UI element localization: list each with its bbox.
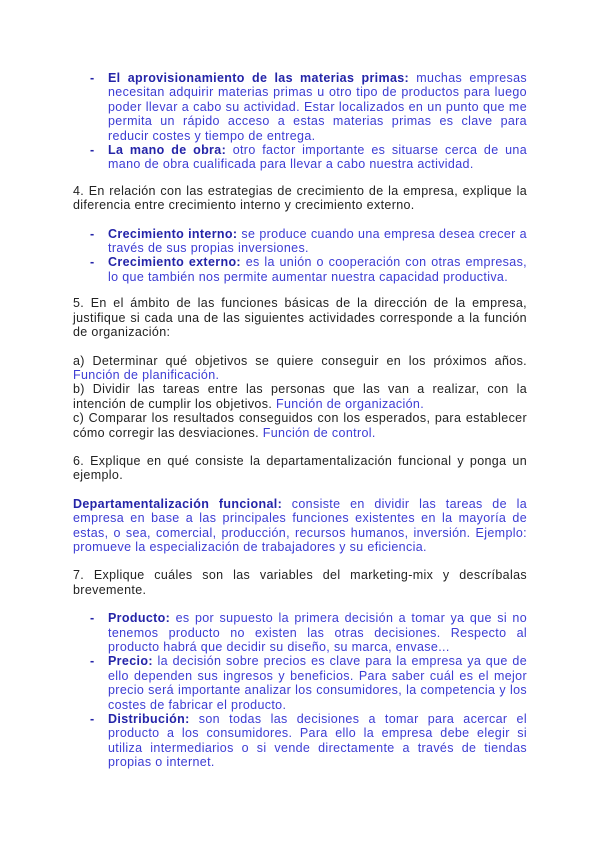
activity-answer: Función de organización. xyxy=(275,396,425,411)
item-label: Crecimiento externo: xyxy=(108,255,241,270)
question-7: 7. Explique cuáles son las variables del marketing-mix y descríbalas brevemente. xyxy=(73,568,527,597)
activity-a xyxy=(73,354,527,383)
bullet-dash: - xyxy=(90,226,95,241)
item-label: Precio: xyxy=(108,654,153,669)
item-label: Crecimiento interno: xyxy=(108,226,238,241)
activity-c xyxy=(73,411,527,440)
list-item xyxy=(73,143,527,172)
activity-text: c) Comparar los resultados conseguidos con los esperados, para establecer cómo corregir las desviaciones. xyxy=(73,411,527,440)
list-item xyxy=(73,611,527,654)
item-text: es por supuesto la primera decisión a tomar ya que si no tenemos producto no existen las otras decisiones. Respecto al producto habrá que decidir su diseño, su marca, envase... xyxy=(108,611,527,654)
list-item xyxy=(73,712,527,770)
item-label: Producto: xyxy=(108,611,171,626)
bullet-dash: - xyxy=(90,712,95,727)
question-6: 6. Explique en qué consiste la departamentalización funcional y ponga un ejemplo. xyxy=(73,453,527,483)
bullet-dash: - xyxy=(90,143,95,158)
list-item xyxy=(73,227,527,256)
item-text: es la unión o cooperación con otras empresas, lo que también nos permite aumentar nuestra capacidad productiva. xyxy=(108,255,527,284)
marketing-mix-list xyxy=(73,611,527,769)
item-label: El aprovisionamiento de las materias primas: xyxy=(108,71,410,85)
item-text: muchas empresas necesitan adquirir materias primas u otro tipo de productos para luego poder llevar a cabo su actividad. Estar localizados en un punto que me permita un rápido acceso a estas materias primas es clave para reducir costes y tiempo de entrega. xyxy=(108,71,528,143)
answer-text: consiste en dividir las tareas de la empresa en base a las principales funciones existentes en la mayoría de estas, o sea, comercial, producción, recursos humanos, inversión. Ejemplo: promueve la especialización de trabajadores y su eficiencia. xyxy=(73,496,528,554)
item-text: la decisión sobre precios es clave para la empresa ya que de ello dependen sus ingresos y beneficios. Para saber cuál es el mejor precio será importante analizar los consumidores, la competencia y los costes de fabricar el producto. xyxy=(108,654,527,712)
list-item xyxy=(73,71,527,143)
answer-label: Departamentalización funcional: xyxy=(73,496,283,511)
location-factors-list xyxy=(73,71,527,172)
list-item xyxy=(73,255,527,284)
activity-text: a) Determinar qué objetivos se quiere conseguir en los próximos años. xyxy=(73,353,527,368)
item-text: son todas las decisiones a tomar para acercar el producto a los consumidores. Para ello la empresa debe elegir si utiliza intermediarios o si vende directamente a través de tiendas propias o internet. xyxy=(108,712,527,770)
item-label: Distribución: xyxy=(108,712,190,727)
item-text: se produce cuando una empresa desea crecer a través de sus propias inversiones. xyxy=(108,226,527,256)
bullet-dash: - xyxy=(90,255,95,270)
question-5: 5. En el ámbito de las funciones básicas de la dirección de la empresa, justifique si cada una de las siguientes actividades corresponde a la función de organización: xyxy=(73,296,527,340)
activity-answer: Función de control. xyxy=(262,425,376,440)
activity-b xyxy=(73,382,527,411)
item-text: otro factor importante es situarse cerca de una mano de obra cualificada para llevar a cabo nuestra actividad. xyxy=(108,143,527,172)
bullet-dash: - xyxy=(90,654,95,669)
list-item xyxy=(73,654,527,712)
bullet-dash: - xyxy=(90,611,95,626)
answer-6 xyxy=(73,497,527,555)
growth-types-list xyxy=(73,227,527,285)
bullet-dash: - xyxy=(90,71,95,85)
management-activities xyxy=(73,354,527,440)
activity-answer: Función de planificación. xyxy=(73,367,220,382)
question-4: 4. En relación con las estrategias de crecimiento de la empresa, explique la diferencia entre crecimiento interno y crecimiento externo. xyxy=(73,183,527,213)
document-page xyxy=(73,71,527,782)
activity-text: b) Dividir las tareas entre las personas que las van a realizar, con la intención de cumplir los objetivos. xyxy=(73,382,527,411)
item-label: La mano de obra: xyxy=(108,143,227,158)
